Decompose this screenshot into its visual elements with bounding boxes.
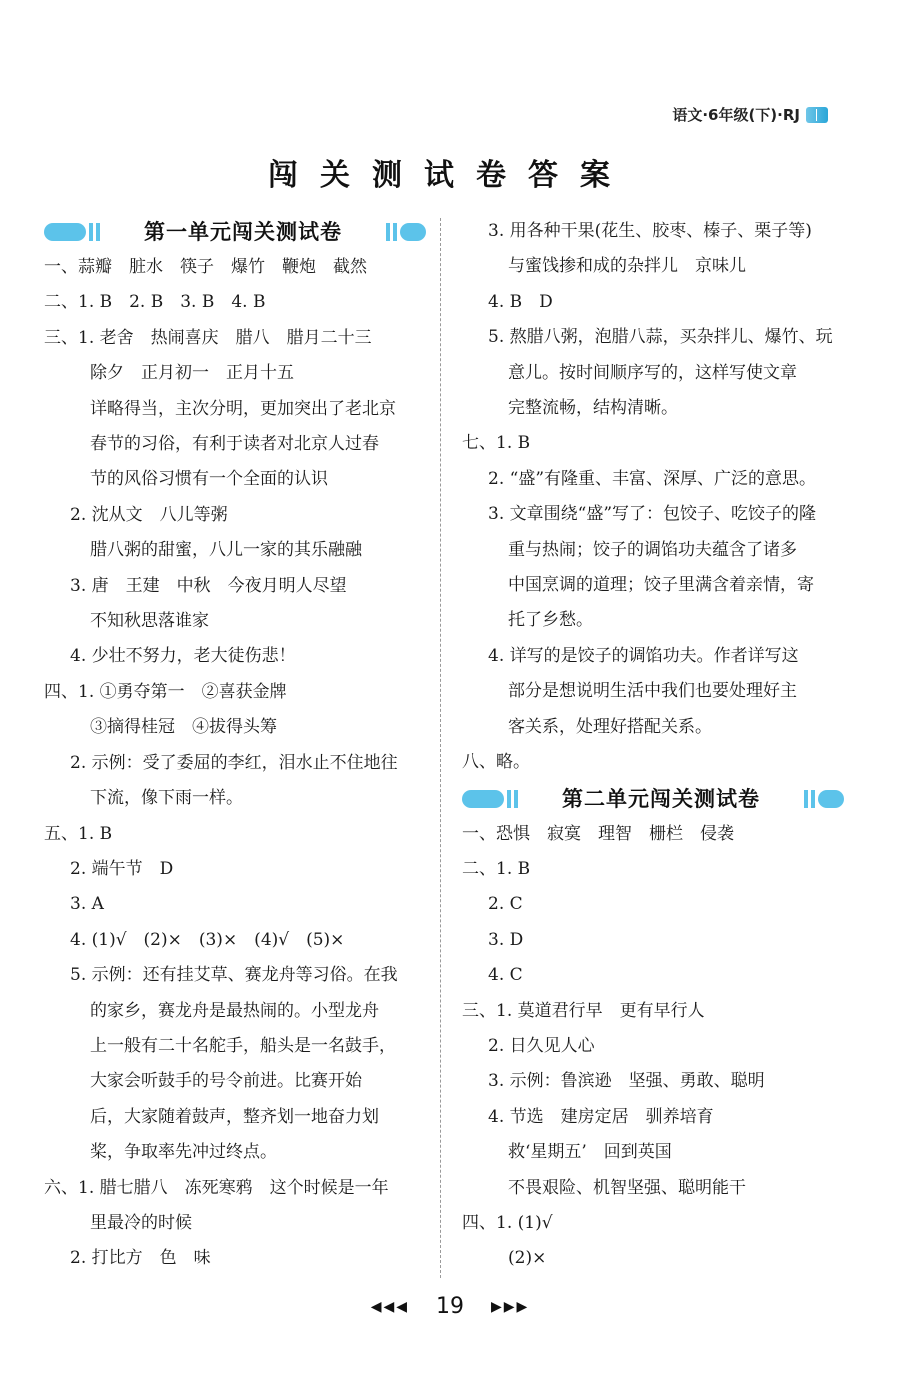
subject-grade-label: 语文·6年级(下)·RJ <box>672 106 800 124</box>
answer-line: 部分是想说明生活中我们也要处理好主 <box>508 681 797 702</box>
left-arrows-icon: ◀◀◀ <box>370 1299 409 1315</box>
answer-list-left <box>44 250 426 1277</box>
answer-line: 的家乡，赛龙舟是最热闹的。小型龙舟 <box>90 1000 379 1021</box>
section-header-unit-1 <box>44 214 426 250</box>
page-footer <box>0 1294 900 1319</box>
answer-line: 2. 端午节 D <box>70 858 174 879</box>
answer-line: 一、蒜瓣 脏水 筷子 爆竹 鞭炮 截然 <box>44 257 367 277</box>
answer-line: 3. 文章围绕“盛”写了：包饺子、吃饺子的隆 <box>488 504 817 525</box>
answer-line: 4. 详写的是饺子的调馅功夫。作者详写这 <box>488 645 799 666</box>
section-decoration-left <box>44 223 100 241</box>
answer-line: 4. C <box>488 965 523 986</box>
answer-line: 五、1. B <box>44 823 113 844</box>
answer-line: 六、1. 腊七腊八 冻死寒鸦 这个时候是一年 <box>44 1177 389 1198</box>
answer-line: 下流，像下雨一样。 <box>90 788 243 809</box>
answer-line: 中国烹调的道理；饺子里满含着亲情，寄 <box>508 575 814 596</box>
answer-line: 4. (1)√ (2)× (3)× (4)√ (5)× <box>70 929 345 950</box>
answer-line: 完整流畅，结构清晰。 <box>508 398 678 419</box>
answer-line: 3. D <box>488 929 524 950</box>
section-decoration-right <box>804 790 844 808</box>
answer-line: 3. 用各种干果(花生、胶枣、榛子、栗子等) <box>488 221 812 241</box>
answer-line: 二、1. B <box>462 858 531 879</box>
right-column <box>462 214 844 1277</box>
answer-line: 2. 示例：受了委屈的李红，泪水止不住地往 <box>70 752 398 773</box>
answer-line: 意儿。按时间顺序写的，这样写使文章 <box>508 362 797 383</box>
answer-line: 四、1. (1)√ <box>462 1212 553 1233</box>
section-title: 第一单元闯关测试卷 <box>144 219 342 245</box>
answer-line: 桨，争取率先冲过终点。 <box>90 1142 277 1163</box>
answer-line: 重与热闹；饺子的调馅功夫蕴含了诸多 <box>508 539 797 560</box>
answer-line: 上一般有二十名舵手，船头是一名鼓手， <box>90 1035 396 1056</box>
answer-line: 2. 日久见人心 <box>488 1035 595 1056</box>
answer-line: 2. “盛”有隆重、丰富、深厚、广泛的意思。 <box>488 468 817 489</box>
section-decoration-left <box>462 790 518 808</box>
answer-line: 春节的习俗，有利于读者对北京人过春 <box>90 434 379 455</box>
answer-line: 里最冷的时候 <box>90 1212 192 1233</box>
answer-line: 3. 示例：鲁滨逊 坚强、勇敢、聪明 <box>488 1071 765 1092</box>
answer-line: 3. A <box>70 894 104 915</box>
answer-line: ③摘得桂冠 ④拔得头筹 <box>90 717 277 738</box>
section-header-unit-2 <box>462 781 844 817</box>
answer-line: 一、恐惧 寂寞 理智 栅栏 侵袭 <box>462 823 734 844</box>
answer-line: 八、略。 <box>462 752 530 773</box>
answer-line: 不知秋思落谁家 <box>90 611 209 632</box>
answer-line: 不畏艰险、机智坚强、聪明能干 <box>508 1177 746 1198</box>
right-arrows-icon: ▶▶▶ <box>491 1299 530 1315</box>
answer-line: 七、1. B <box>462 433 531 454</box>
page-header <box>672 104 828 125</box>
column-divider <box>440 218 441 1278</box>
answer-line: 5. 熬腊八粥，泡腊八蒜，买杂拌儿、爆竹、玩 <box>488 327 833 348</box>
answer-line: 四、1. ①勇夺第一 ②喜获金牌 <box>44 681 287 702</box>
answer-line: 除夕 正月初一 正月十五 <box>90 363 294 384</box>
answer-line: 4. 节选 建房定居 驯养培育 <box>488 1106 714 1127</box>
answer-line: (2)× <box>508 1248 547 1269</box>
answer-line: 与蜜饯掺和成的杂拌儿 京味儿 <box>508 256 746 277</box>
answer-line: 4. 少壮不努力，老大徒伤悲！ <box>70 646 296 667</box>
answer-line: 托了乡愁。 <box>508 610 593 631</box>
answer-line: 5. 示例：还有挂艾草、赛龙舟等习俗。在我 <box>70 965 398 986</box>
answer-line: 2. 沈从文 八儿等粥 <box>70 504 228 525</box>
left-column <box>44 214 426 1277</box>
book-icon <box>806 107 828 123</box>
section-decoration-right <box>386 223 426 241</box>
answer-line: 节的风俗习惯有一个全面的认识 <box>90 469 328 490</box>
answer-line: 三、1. 老舍 热闹喜庆 腊八 腊月二十三 <box>44 327 372 348</box>
page-title: 闯关测试卷答案 <box>268 158 632 193</box>
answer-line: 4. B D <box>488 291 553 312</box>
answer-list-right-bottom <box>462 817 844 1277</box>
answer-line: 3. 唐 王建 中秋 今夜月明人尽望 <box>70 575 347 596</box>
answer-line: 2. C <box>488 894 523 915</box>
answer-list-right-top <box>462 214 844 781</box>
section-title: 第二单元闯关测试卷 <box>562 785 760 811</box>
page-number: 19 <box>436 1294 464 1319</box>
answer-line: 客关系，处理好搭配关系。 <box>508 716 712 737</box>
answer-line: 后，大家随着鼓声，整齐划一地奋力划 <box>90 1106 379 1127</box>
answer-line: 2. 打比方 色 味 <box>70 1248 211 1269</box>
answer-line: 大家会听鼓手的号令前进。比赛开始 <box>90 1071 362 1092</box>
answer-line: 腊八粥的甜蜜，八儿一家的其乐融融 <box>90 540 362 561</box>
answer-line: 救‘星期五’ 回到英国 <box>508 1142 672 1163</box>
answer-line: 三、1. 莫道君行早 更有早行人 <box>462 1000 705 1021</box>
answer-line: 二、1. B 2. B 3. B 4. B <box>44 292 266 313</box>
answer-line: 详略得当，主次分明，更加突出了老北京 <box>90 398 396 419</box>
